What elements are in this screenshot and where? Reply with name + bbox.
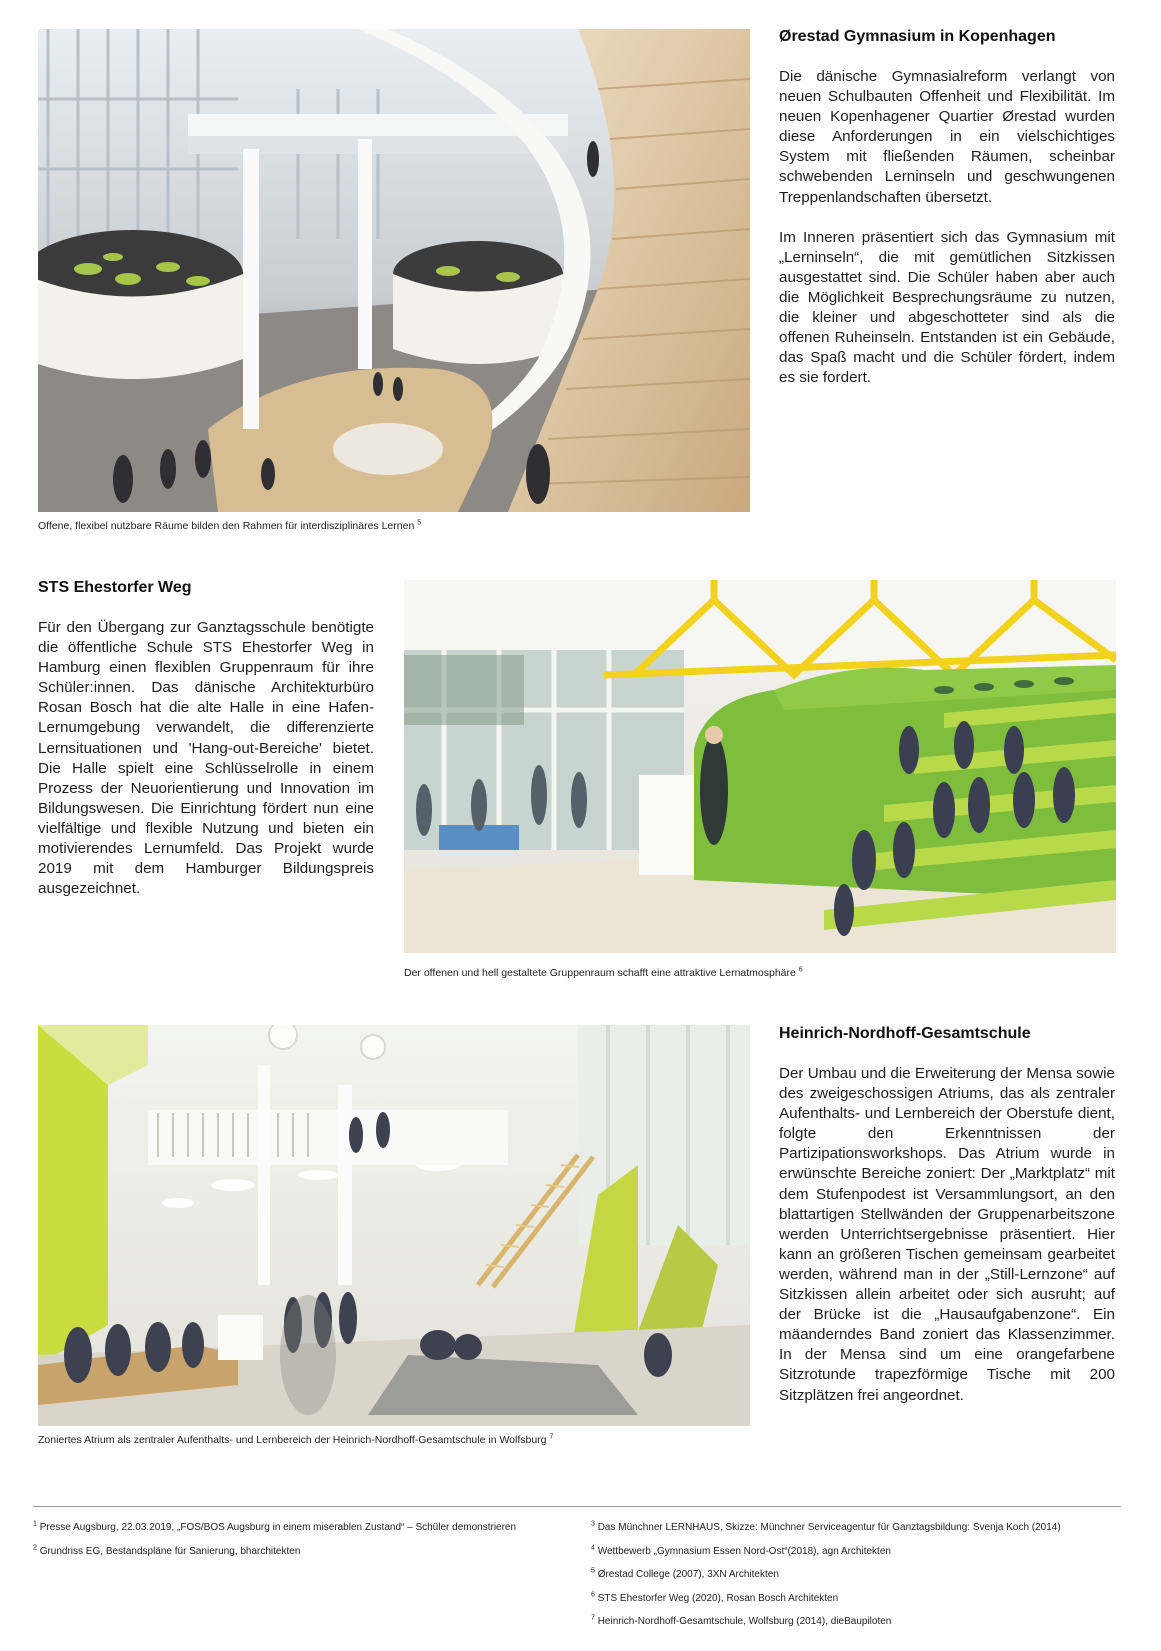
section-title-nordhoff: Heinrich-Nordhoff-Gesamtschule xyxy=(779,1025,1031,1042)
section-title-ehestorfer: STS Ehestorfer Weg xyxy=(38,579,192,596)
photo-orestad-atrium xyxy=(38,29,750,512)
footnote-number: 7 xyxy=(591,1614,595,1622)
photo-caption-orestad xyxy=(38,519,421,533)
paragraph: Die dänische Gymnasialreform verlangt von neuen Schulbauten Offenheit und Flexibilität. Im neuen Kopenhagener Quartier Ørestad wurden diese Anforderungen in ein vielschichtiges System mit fließenden Räumen, scheinbar schwebenden Lerninseln und geschwungenen Treppenlandschaften übersetzt. xyxy=(779,68,1115,206)
photo-ehestorfer-group-room xyxy=(404,580,1116,953)
footnote-text: STS Ehestorfer Weg (2020), Rosan Bosch Architekten xyxy=(597,1592,839,1604)
footnote-ref: 6 xyxy=(798,966,803,974)
footnote-number: 4 xyxy=(591,1544,595,1552)
footnote-divider xyxy=(33,1506,1121,1507)
section-text-nordhoff xyxy=(779,1064,1115,1406)
footnote-number: 3 xyxy=(591,1520,595,1528)
footnote-ref: 7 xyxy=(549,1433,554,1441)
paragraph: Der Umbau und die Erweiterung der Mensa sowie des zweigeschossigen Atriums, das als zentraler Aufenthalts- und Lernbereich der Oberstufe dient, folgte den Erkenntnissen der Partizipationsworkshops. Das Atrium wurde in erwünschte Bereiche zoniert: Der „Marktplatz“ mit dem Stufenpodest ist Versammlungsort, an den blattartigen Stellwänden der Gruppenarbeitszone werden Unterrichtsergebnisse präsentiert. Hier kann an größeren Tischen gemeinsam gearbeitet werden, während man in der „Still-Lernzone“ auf Sitzkissen allein arbeitet oder sich ausruht; auf der Brücke ist die „Hausaufgabenzone“. Ein mäanderndes Band zoniert das Klassenzimmer. In der Mensa sind um eine orangefarbene Sitzrotunde trapezförmige Tische mit 200 Sitzplätzen frei angeordnet. xyxy=(779,1065,1115,1404)
photo-caption-nordhoff xyxy=(38,1433,553,1447)
footnote-text: Grundriss EG, Bestandspläne für Sanierung, bharchitekten xyxy=(39,1545,301,1557)
footnote-number: 6 xyxy=(591,1591,595,1599)
footnote xyxy=(591,1568,1061,1582)
section-text-ehestorfer xyxy=(38,618,374,899)
footnote-number: 1 xyxy=(33,1520,37,1528)
footnote-text: Heinrich-Nordhoff-Gesamtschule, Wolfsburg (2014), dieBaupiloten xyxy=(597,1616,892,1627)
footnote-text: Das Münchner LERNHAUS, Skizze: Münchner Serviceagentur für Ganztagsbildung: Svenja Koch (2014) xyxy=(597,1522,1061,1533)
footnote xyxy=(33,1545,516,1559)
caption-text: Der offenen und hell gestaltete Gruppenraum schafft eine attraktive Lernatmosphäre xyxy=(404,967,796,979)
section-title-orestad: Ørestad Gymnasium in Kopenhagen xyxy=(779,28,1056,45)
footnote xyxy=(33,1521,516,1535)
footnote xyxy=(591,1615,1061,1629)
footnotes-right xyxy=(591,1521,1061,1639)
paragraph: Für den Übergang zur Ganztagsschule benötigte die öffentliche Schule STS Ehestorfer Weg in Hamburg einen flexiblen Gruppenraum für ihre Schüler:innen. Das dänische Architekturbüro Rosan Bosch hat die alte Halle in eine Hafen-Lernumgebung verwandelt, die differenzierte Lernsituationen und 'Hang-out-Bereiche' bietet. Die Halle spielt eine Schlüsselrolle in einem Prozess der Neuorientierung und Innovation im Bildungswesen. Die Einrichtung fördert nun eine vielfältige und flexible Nutzung und bieten ein motivierendes Lernumfeld. Das Projekt wurde 2019 mit dem Hamburger Bildungspreis ausgezeichnet. xyxy=(38,619,374,898)
footnote xyxy=(591,1592,1061,1606)
footnote-number: 5 xyxy=(591,1567,595,1575)
footnote-number: 2 xyxy=(33,1544,37,1552)
photo-nordhoff-atrium xyxy=(38,1025,750,1426)
photo-caption-ehestorfer xyxy=(404,966,803,980)
caption-text: Offene, flexibel nutzbare Räume bilden den Rahmen für interdisziplinäres Lernen xyxy=(38,520,415,532)
footnotes-left xyxy=(33,1521,516,1568)
footnote-text: Ørestad College (2007), 3XN Architekten xyxy=(597,1569,779,1580)
caption-text: Zoniertes Atrium als zentraler Aufenthalts- und Lernbereich der Heinrich-Nordhoff-Gesamtschule in Wolfsburg xyxy=(38,1434,547,1446)
footnote xyxy=(591,1521,1061,1535)
section-text-orestad xyxy=(779,67,1115,388)
footnote-ref: 5 xyxy=(417,519,422,527)
paragraph: Im Inneren präsentiert sich das Gymnasium mit „Lerninseln“, die mit gemütlichen Sitzkissen ausgestattet sind. Die Schüler haben aber auch die Möglichkeit Besprechungsräume zu nutzen, die kleiner und abgeschotteter sind als die offenen Ruheinseln. Entstanden ist ein Gebäude, das Spaß macht und die Schüler fördert, indem es sie fordert. xyxy=(779,228,1115,387)
footnote-text: Presse Augsburg, 22.03.2019, „FOS/BOS Augsburg in einem miserablen Zustand“ – Schüler demonstrieren xyxy=(39,1522,517,1533)
footnote xyxy=(591,1545,1061,1559)
footnote-text: Wettbewerb „Gymnasium Essen Nord-Ost“(2018), agn Architekten xyxy=(597,1545,891,1557)
